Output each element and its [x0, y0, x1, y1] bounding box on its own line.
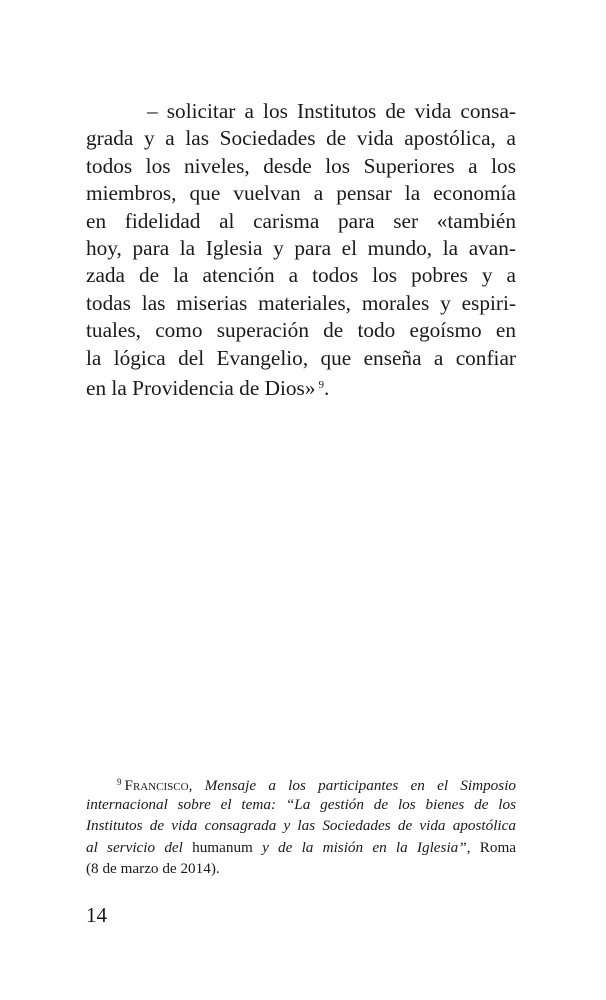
page-number: 14 [86, 903, 107, 927]
footnote-title-part: al servicio del [86, 838, 183, 856]
paragraph-line: hoy, para la Iglesia y para el mundo, la avan- [86, 235, 516, 260]
main-paragraph [86, 98, 516, 399]
footnote-title-part: y de la misión en la Iglesia” [262, 838, 467, 856]
footnote [86, 772, 516, 880]
paragraph-line: grada y a las Sociedades de vida apostólica, a [86, 126, 516, 151]
footnote-title-part: Institutos de vida consagrada y las Sociedades de vida apostólica [86, 817, 516, 835]
footnote-reference[interactable]: 9 [318, 378, 324, 391]
paragraph-line: zada de la atención a todos los pobres y a [86, 263, 516, 288]
footnote-place: , Roma [466, 838, 517, 856]
footnote-roman-word: humanum [192, 838, 253, 856]
footnote-line [86, 772, 516, 794]
paragraph-line: todas las miserias materiales, morales y espiri- [86, 290, 516, 315]
paragraph-line: en fidelidad al carisma para ser «también [86, 208, 516, 233]
paragraph-line: – solicitar a los Institutos de vida consa- [147, 99, 516, 123]
paragraph-last-line: en la Providencia de Dios» $^9$. [86, 375, 330, 400]
footnote-line: (8 de marzo de 2014). [86, 860, 220, 878]
paragraph-line-text: en la Providencia de Dios» [86, 375, 316, 400]
paragraph-line: todos los niveles, desde los Superiores a los [86, 153, 516, 178]
footnote-marker: 9 [117, 777, 122, 787]
paragraph-line: miembros, que vuelvan a pensar la economía [86, 181, 516, 206]
footnote-line [86, 815, 516, 837]
footnote-author: Francisco [124, 777, 189, 794]
paragraph-line: tuales, como superación de todo egoísmo en [86, 318, 516, 343]
footnote-line [86, 794, 516, 816]
footnote-title-part: internacional sobre el tema: “La gestión de los bienes de los [86, 795, 516, 813]
footnote-line [86, 837, 516, 859]
footnote-title-part: Mensaje a los participantes en el Simposio [204, 777, 517, 794]
footnote-comma: , [188, 777, 193, 794]
paragraph-line: la lógica del Evangelio, que enseña a confiar [86, 345, 516, 370]
